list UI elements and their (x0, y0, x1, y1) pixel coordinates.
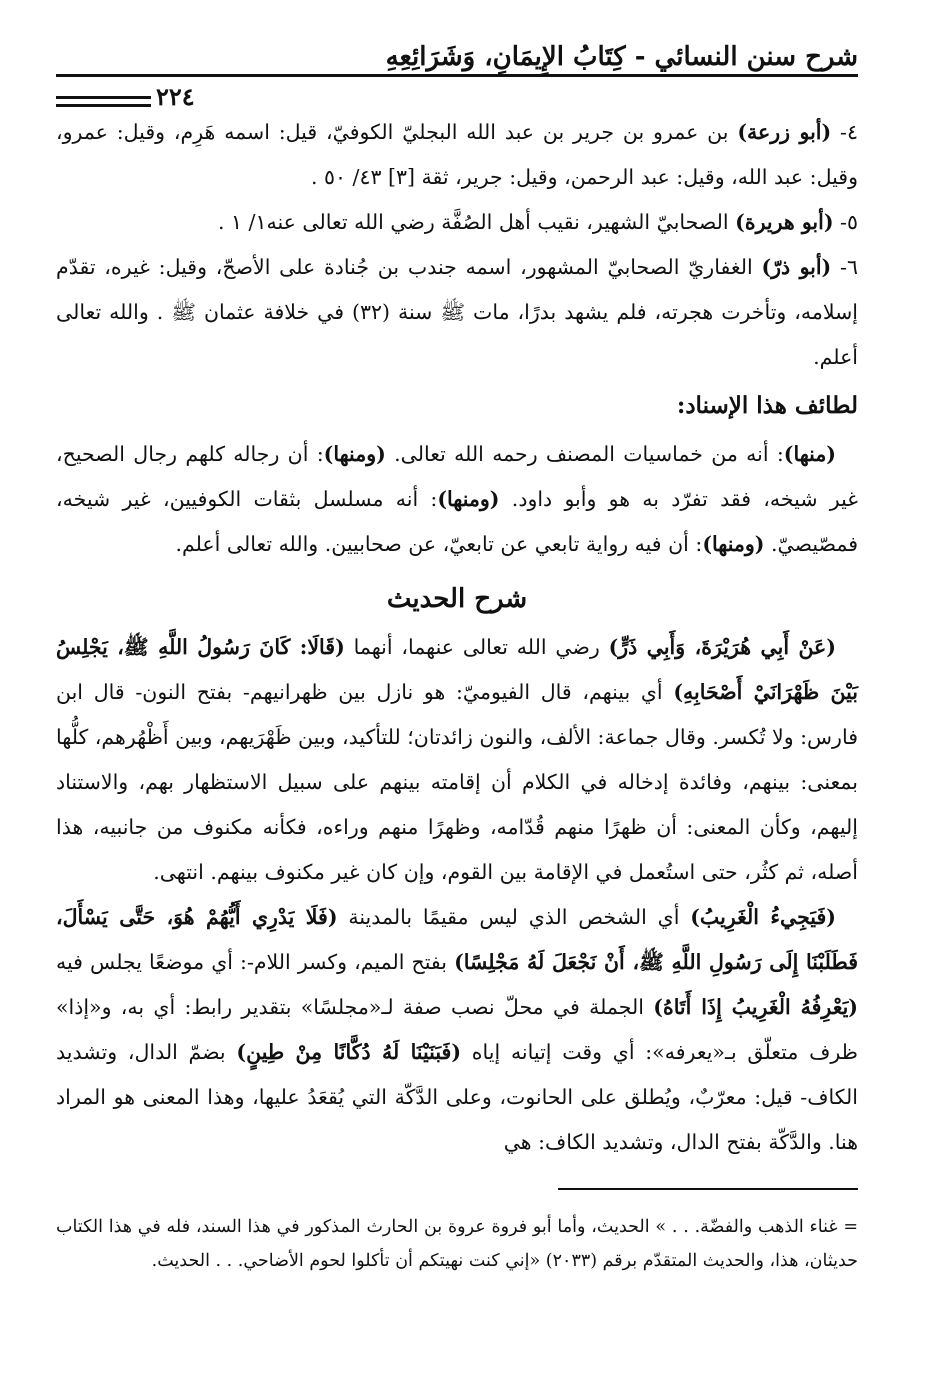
sharh-paragraph (56, 625, 858, 895)
commentary-text: أي بينهم، قال الفيوميّ: هو نازل بين ظهرانيهم- بفتح النون- قال ابن فارس: ولا تُكسر. وقال جماعة: الألف، والنون زائدتان؛ للتأكيد، وبين ظَهْرَيهم، وبين أَظْهُرهم، كلُّها بمعنى: بينهم، وفائدة إدخاله في الكلام أن إقامته بينهم على سبيل الاستظهار بهم، والاستناد إليهم، وكأن المعنى: أن ظهرًا منهم قُدّامه، وظهرًا منهم وراءه، فكأنه مكنوف من جانبيه، هذا أصله، ثم كثُر، حتى استُعمل في الإقامة بين القوم، وإن كان غير مكنوف بينهم. انتهى. (56, 680, 858, 884)
page-number: ٢٢٤ (156, 82, 195, 111)
minha-marker: (ومنها) (323, 442, 386, 466)
section-heading-sharh: شرح الحديث (386, 584, 528, 614)
minha-marker: (ومنها) (702, 532, 765, 556)
main-text (56, 110, 858, 1165)
commentary-text: الجملة في محلّ نصب صفة لـ«مجلسًا» بتقدير رابط: أي به، و«إذا» ظرف متعلّق بـ«يعرفه»: أي وقت إتيانه إياه (56, 995, 858, 1064)
page-number-rule (56, 96, 151, 107)
minha-marker: (منها) (783, 442, 837, 466)
hadith-quote: (يَعْرِفُهُ الْغَرِيبُ إِذَا أَتَاهُ) (653, 995, 858, 1019)
narrator-entry (56, 245, 858, 380)
narrator-number: ٤- (831, 120, 859, 144)
hadith-quote: (عَنْ أَبِي هُرَيْرَةَ، وَأَبِي ذَرٍّ) (608, 635, 836, 659)
commentary-text: رضي الله تعالى عنهما، أنهما (344, 635, 609, 659)
footnote-separator (558, 1188, 858, 1190)
footnote-text: = غناء الذهب والفضّة. . . » الحديث، وأما أبو فروة عروة بن الحارث المذكور في هذا السند، فله في هذا الكتاب حديثان، هذا، والحديث المتقدّم برقم (٢٠٣٣) «إني كنت نهيتكم أن تأكلوا لحوم الأضاحي. . . الحديث. (56, 1217, 858, 1271)
running-title: شرح سنن النسائي - كِتَابُ الإِيمَانِ، وَشَرَائِعِهِ (385, 42, 858, 72)
page-header (56, 40, 858, 110)
commentary-text: أي الشخص الذي ليس مقيمًا بالمدينة (337, 905, 691, 929)
hadith-quote: (فَيَجِيءُ الْغَرِيبُ) (690, 905, 836, 929)
narrator-number: ٦- (831, 255, 858, 279)
footnotes (56, 1210, 858, 1278)
commentary-text: بضمّ الدال، وتشديد الكاف- قيل: معرّبٌ، ويُطلق على الحانوت، وعلى الدَّكّة التي يُقعَدُ عليها، وهذا المعنى هو المراد هنا. والدَّكّة بفتح الدال، وتشديد الكاف: هي (56, 1040, 858, 1154)
narrator-text: الغفاريّ الصحابيّ المشهور، اسمه جندب بن جُنادة على الأصحّ، وقيل: غيره، تقدّم إسلامه، وتأخرت هجرته، فلم يشهد بدرًا، مات ﷺ سنة (٣٢) في خلافة عثمان ﷺ . والله تعالى أعلم. (56, 255, 858, 369)
lataif-text: : أن رجاله كلهم رجال الصحيح، غير شيخه، فقد تفرّد به هو وأبو داود. (56, 442, 858, 511)
lataif-paragraph (56, 432, 858, 567)
lataif-text: : أنه مسلسل بثقات الكوفيين، غير شيخه، فمصّيصيّ. (56, 487, 858, 556)
narrator-name: (أبو ذرّ) (761, 255, 832, 279)
lataif-text: : أنه من خماسيات المصنف رحمه الله تعالى. (385, 442, 784, 466)
hadith-quote: (فَبَنَيْنَا لَهُ دُكَّانًا مِنْ طِينٍ) (236, 1040, 462, 1064)
narrator-number: ٥- (833, 210, 858, 234)
header-rule (56, 74, 858, 77)
narrator-entry (56, 110, 858, 200)
section-heading-lataif: لطائف هذا الإسناد: (676, 392, 858, 419)
narrator-name: (أبو زرعة) (737, 120, 832, 144)
narrator-entry (56, 200, 858, 245)
minha-marker: (ومنها) (437, 487, 500, 511)
narrator-name: (أبو هريرة) (735, 210, 834, 234)
narrator-text: الصحابيّ الشهير، نقيب أهل الصُفَّة رضي الله تعالى عنه١/ ١ . (217, 210, 736, 234)
lataif-text: : أن فيه رواية تابعي عن تابعيّ، عن صحابيين. والله تعالى أعلم. (175, 532, 703, 556)
commentary-text: بفتح الميم، وكسر اللام-: أي موضعًا يجلس فيه (56, 950, 455, 974)
hadith-quote: (فَلَا يَدْرِي أَيُّهُمْ هُوَ، حَتَّى يَسْأَلَ، فَطَلَبْنَا إِلَى رَسُولِ اللَّهِ ﷺ، أَنْ نَجْعَلَ لَهُ مَجْلِسًا) (56, 905, 858, 974)
page (56, 40, 858, 1353)
hadith-quote: (قَالَا: كَانَ رَسُولُ اللَّهِ ﷺ، يَجْلِسُ بَيْنَ ظَهْرَانَيْ أَصْحَابِهِ) (56, 635, 858, 704)
sharh-paragraph (56, 895, 858, 1165)
narrator-text: بن عمرو بن جرير بن عبد الله البجليّ الكوفيّ، قيل: اسمه هَرِم، وقيل: عمرو، وقيل: عبد الله، وقيل: عبد الرحمن، وقيل: جرير، ثقة [٣] ٤٣/ ٥٠ . (56, 120, 858, 189)
